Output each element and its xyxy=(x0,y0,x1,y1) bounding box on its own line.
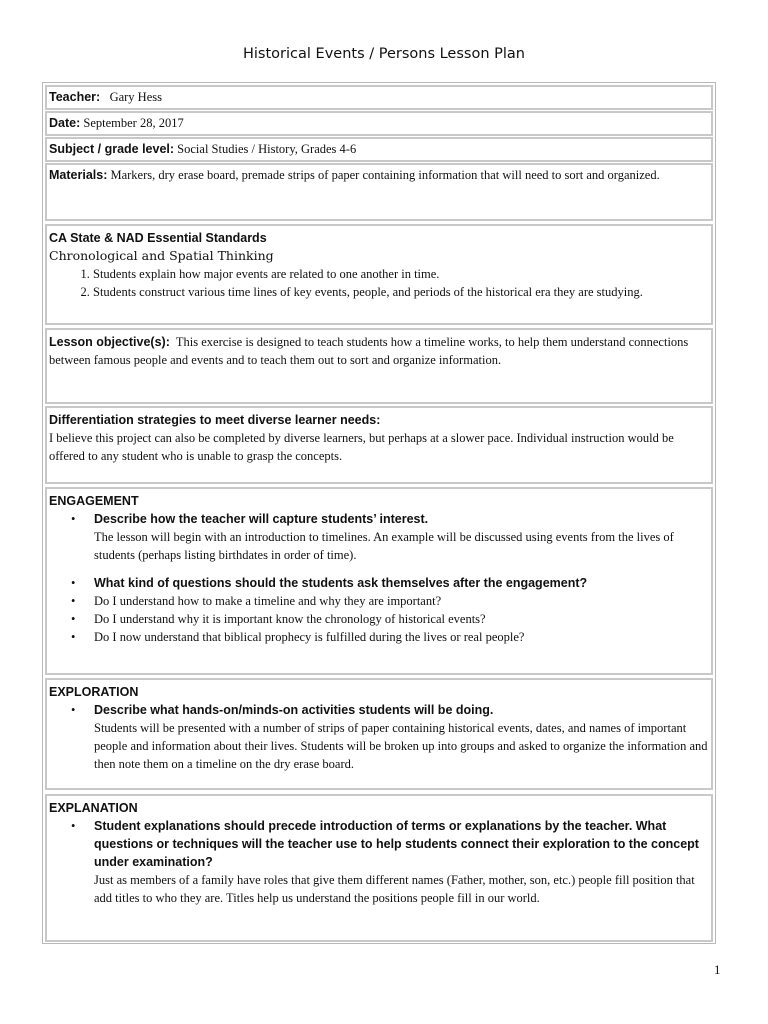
bullet-icon: • xyxy=(71,819,76,833)
bullet-icon: • xyxy=(71,512,76,526)
bullet-icon: • xyxy=(71,630,76,644)
date-value: September 28, 2017 xyxy=(83,116,184,130)
differentiation-value: I believe this project can also be completed by diverse learners, but perhaps at a slower pace. Individual instruction would be offered to any student who is unable to grasp the concepts. xyxy=(49,431,674,463)
engagement-item: • Do I understand how to make a timeline and why they are important? xyxy=(71,594,442,608)
standards-subtitle: Chronological and Spatial Thinking xyxy=(49,248,274,263)
engagement-row xyxy=(45,487,713,675)
differentiation-label: Differentiation strategies to meet diverse learner needs: xyxy=(49,413,381,427)
explanation-answer-1: Just as members of a family have roles that give them different names (Father, mother, son, etc.) people fill position that add titles to who they are. Titles help us understand the positions people fill in our world. xyxy=(94,873,695,905)
page-title: Historical Events / Persons Lesson Plan xyxy=(243,46,525,62)
teacher-row xyxy=(45,85,713,110)
engagement-item: • Do I now understand that biblical prophecy is fulfilled during the lives or real people? xyxy=(71,630,525,644)
materials-row xyxy=(45,163,713,221)
teacher-label: Teacher: xyxy=(49,90,101,104)
materials-label: Materials: xyxy=(49,168,108,182)
exploration-label: EXPLORATION xyxy=(49,685,139,699)
bullet-icon: • xyxy=(71,576,76,590)
date-label: Date: xyxy=(49,116,81,130)
engagement-answer-1: The lesson will begin with an introduction to timelines. An example will be discussed using events from the lives of students (perhaps listing birthdates in order of time). xyxy=(94,530,674,562)
objective-value: This exercise is designed to teach students how a timeline works, to help them understand connections between famous people and events and to teach them out to sort and organize information. xyxy=(49,335,689,367)
standards-item: 1. Students explain how major events are related to one another in time. xyxy=(93,265,709,283)
bullet-icon: • xyxy=(71,594,76,608)
teacher-value: Gary Hess xyxy=(109,90,162,104)
exploration-row xyxy=(45,678,713,790)
subject-label: Subject / grade level: xyxy=(49,142,175,156)
standards-list xyxy=(49,265,709,301)
bullet-icon: • xyxy=(71,612,76,626)
exploration-answer-1: Students will be presented with a number of strips of paper containing historical events, dates, and names of important people and information about their lives. Students will be broken up into groups and asked to organize the information and then note them on a timeline on the dry erase board. xyxy=(94,721,708,771)
objective-row xyxy=(45,328,713,404)
differentiation-row xyxy=(45,406,713,484)
standards-row xyxy=(45,224,713,325)
engagement-question-1: • Describe how the teacher will capture students’ interest. xyxy=(71,512,429,526)
page-number: 1 xyxy=(714,962,721,977)
standards-item: 2. Students construct various time lines of key events, people, and periods of the historical era they are studying. xyxy=(93,283,709,301)
bullet-icon: • xyxy=(71,703,76,717)
date-row xyxy=(45,111,713,136)
explanation-label: EXPLANATION xyxy=(49,801,138,815)
objective-label: Lesson objective(s): xyxy=(49,335,170,349)
explanation-row xyxy=(45,794,713,942)
subject-value: Social Studies / History, Grades 4-6 xyxy=(177,142,357,156)
standards-label: CA State & NAD Essential Standards xyxy=(49,231,267,245)
explanation-question-1: • Student explanations should precede introduction of terms or explanations by the teacher. What questions or techniques will the teacher use to help students connect their exploration to the concept under examination? xyxy=(71,819,699,869)
subject-row xyxy=(45,137,713,162)
engagement-label: ENGAGEMENT xyxy=(49,494,139,508)
materials-value: Markers, dry erase board, premade strips of paper containing information that will need to sort and organized. xyxy=(110,168,660,182)
engagement-question-2: • What kind of questions should the students ask themselves after the engagement? xyxy=(71,576,588,590)
engagement-item: • Do I understand why it is important know the chronology of historical events? xyxy=(71,612,486,626)
exploration-question-1: • Describe what hands-on/minds-on activities students will be doing. xyxy=(71,703,494,717)
